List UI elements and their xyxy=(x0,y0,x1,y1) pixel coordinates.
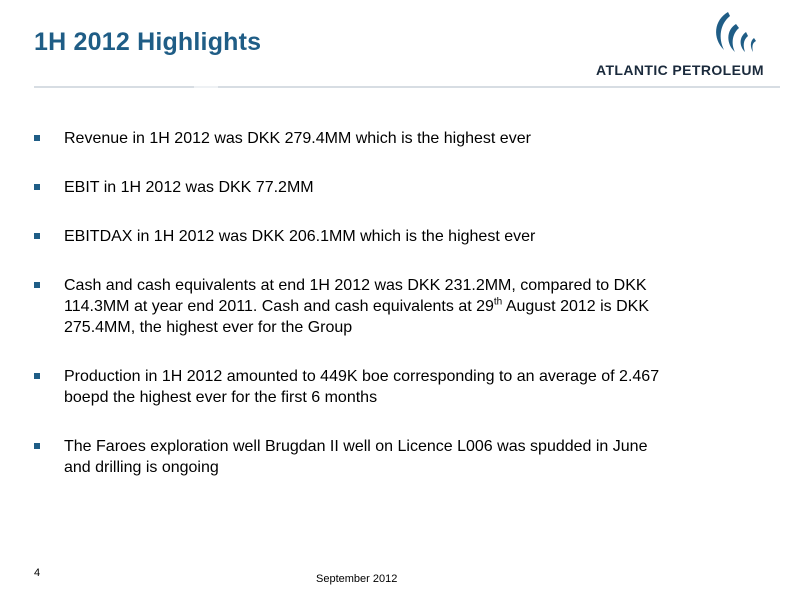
bullet-text xyxy=(64,277,649,336)
bullet-text: EBITDAX in 1H 2012 was DKK 206.1MM which is the highest ever xyxy=(64,228,536,245)
bullet-text: EBIT in 1H 2012 was DKK 77.2MM xyxy=(64,179,314,196)
bullet-line: 275.4MM, the highest ever for the Group xyxy=(64,319,353,336)
header-divider-gap xyxy=(194,86,218,88)
company-logo xyxy=(590,10,790,80)
bullet-text xyxy=(64,438,647,476)
bullet-text xyxy=(64,368,659,406)
list-item xyxy=(34,226,754,247)
bullet-square-icon xyxy=(34,184,40,190)
page-number: 4 xyxy=(34,567,41,579)
list-item xyxy=(34,366,754,408)
logo-wordmark: ATLANTIC PETROLEUM xyxy=(596,62,764,78)
bullet-line: Cash and cash equivalents at end 1H 2012 was DKK 231.2MM, compared to DKK xyxy=(64,277,647,294)
bullet-square-icon xyxy=(34,443,40,449)
bullet-square-icon xyxy=(34,233,40,239)
bullet-square-icon xyxy=(34,135,40,141)
header-divider-right xyxy=(218,86,780,88)
list-item xyxy=(34,128,754,149)
bullet-square-icon xyxy=(34,373,40,379)
slide-title: 1H 2012 Highlights xyxy=(34,28,262,56)
bullet-line: August 2012 is DKK xyxy=(502,298,650,315)
list-item xyxy=(34,275,754,338)
list-item xyxy=(34,436,754,478)
list-item xyxy=(34,177,754,198)
atlantic-petroleum-wave-icon xyxy=(708,10,768,60)
bullet-line: The Faroes exploration well Brugdan II well on Licence L006 was spudded in June xyxy=(64,438,648,455)
bullet-line: boepd the highest ever for the first 6 months xyxy=(64,389,378,406)
footer-date: September 2012 xyxy=(316,573,398,585)
bullet-square-icon xyxy=(34,282,40,288)
bullet-line: 114.3MM at year end 2011. Cash and cash equivalents at 29 xyxy=(64,298,494,315)
ordinal-suffix: th xyxy=(493,296,503,308)
bullet-line: Production in 1H 2012 amounted to 449K boe corresponding to an average of 2.467 xyxy=(64,368,660,385)
bullet-text: Revenue in 1H 2012 was DKK 279.4MM which is the highest ever xyxy=(64,130,531,147)
header-divider-left xyxy=(34,86,194,88)
highlights-list xyxy=(34,128,754,506)
bullet-line: and drilling is ongoing xyxy=(64,459,219,476)
